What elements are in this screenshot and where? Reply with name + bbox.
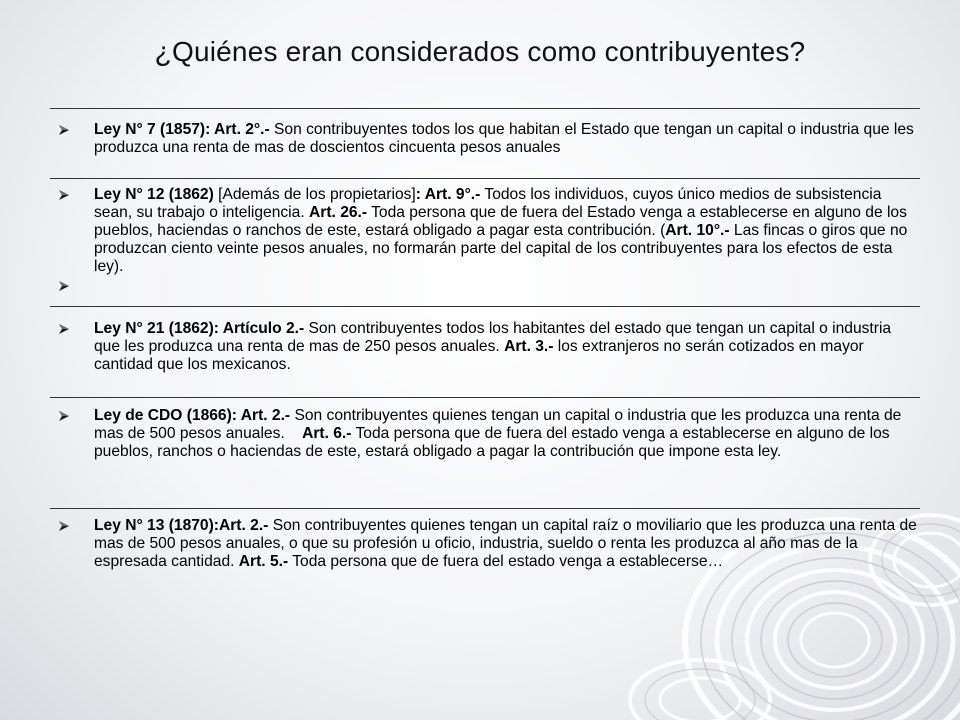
article-reference: Art. 26.- (309, 204, 368, 221)
article-reference: Art. 6.- (302, 425, 352, 442)
divider-line (50, 178, 920, 179)
law-block-1866 (58, 407, 918, 461)
law-reference: Ley N° 12 (1862) (94, 186, 214, 203)
law-reference: Ley N° 13 (1870):Art. 2.- (94, 517, 269, 534)
law-text: Son contribuyentes quienes tengan un capital o industria que les produzca una renta de mas de 500 pesos anuales. (94, 407, 906, 442)
article-reference: Art. 5.- (238, 553, 289, 570)
list-item (58, 517, 918, 571)
law-reference: Ley N° 21 (1862): Artículo 2.- (94, 320, 305, 337)
law-reference: Ley N° 7 (1857): Art. 2°.- (94, 121, 270, 138)
law-block-1857 (58, 121, 918, 157)
list-item-empty (58, 277, 918, 295)
law-block-1870 (58, 517, 918, 571)
list-item (58, 186, 918, 276)
law-block-1862-n21 (58, 320, 918, 374)
article-reference: Art. 3.- (504, 338, 554, 355)
law-reference: Ley de CDO (1866): Art. 2.- (94, 407, 291, 424)
divider-line (50, 108, 920, 109)
arrow-bullet-icon (58, 190, 70, 200)
article-reference: Art. 10°.- (665, 222, 730, 239)
arrow-bullet-icon (58, 411, 70, 421)
arrow-bullet-icon (58, 281, 70, 291)
law-block-1862-n12 (58, 186, 918, 295)
list-item (58, 407, 918, 461)
law-text: Toda persona que de fuera del Estado venga a establecerse en alguno de los pueblos, haciendas o ranchos de este, estará obligado a pagar esta contribución. ( (94, 204, 907, 239)
law-note: [Además de los propietarios] (213, 186, 416, 203)
law-text: Toda persona que de fuera del estado venga a establecerse… (288, 553, 724, 570)
law-text: Son contribuyentes todos los habitantes del estado que tengan un capital o industria que les produzca una renta de mas de 250 pesos anuales. (94, 320, 892, 355)
arrow-bullet-icon (58, 324, 70, 334)
divider-line (50, 306, 920, 307)
law-text: Son contribuyentes todos los que habitan el Estado que tengan un capital o industria que les produzca una renta de mas de doscientos cincuenta pesos anuales (94, 121, 914, 156)
arrow-bullet-icon (58, 521, 70, 531)
law-text: los extranjeros no serán cotizados en mayor cantidad que los mexicanos. (94, 338, 864, 373)
list-item (58, 121, 918, 157)
article-reference: : Art. 9°.- (415, 186, 481, 203)
law-text: Todos los individuos, cuyos único medios de subsistencia sean, su trabajo o inteligencia. (94, 186, 882, 221)
law-text: Las fincas o giros que no produzcan ciento veinte pesos anuales, no formarán parte del capital de los contribuyentes para los efectos de esta ley). (94, 222, 908, 275)
divider-line (50, 508, 920, 509)
divider-line (50, 397, 920, 398)
arrow-bullet-icon (58, 125, 70, 135)
law-text: Toda persona que de fuera del estado venga a establecerse en alguno de los pueblos, ranchos o haciendas de este, estará obligado a pagar la contribución que impone esta ley. (94, 425, 890, 460)
page-title: ¿Quiénes eran considerados como contribuyentes? (154, 36, 806, 67)
list-item (58, 320, 918, 374)
law-text: Son contribuyentes quienes tengan un capital raíz o moviliario que les produzca una renta de mas de 500 pesos anuales, o que su profesión u oficio, industria, sueldo o renta les produzca al año mas de la espresada cantidad. (94, 517, 917, 570)
